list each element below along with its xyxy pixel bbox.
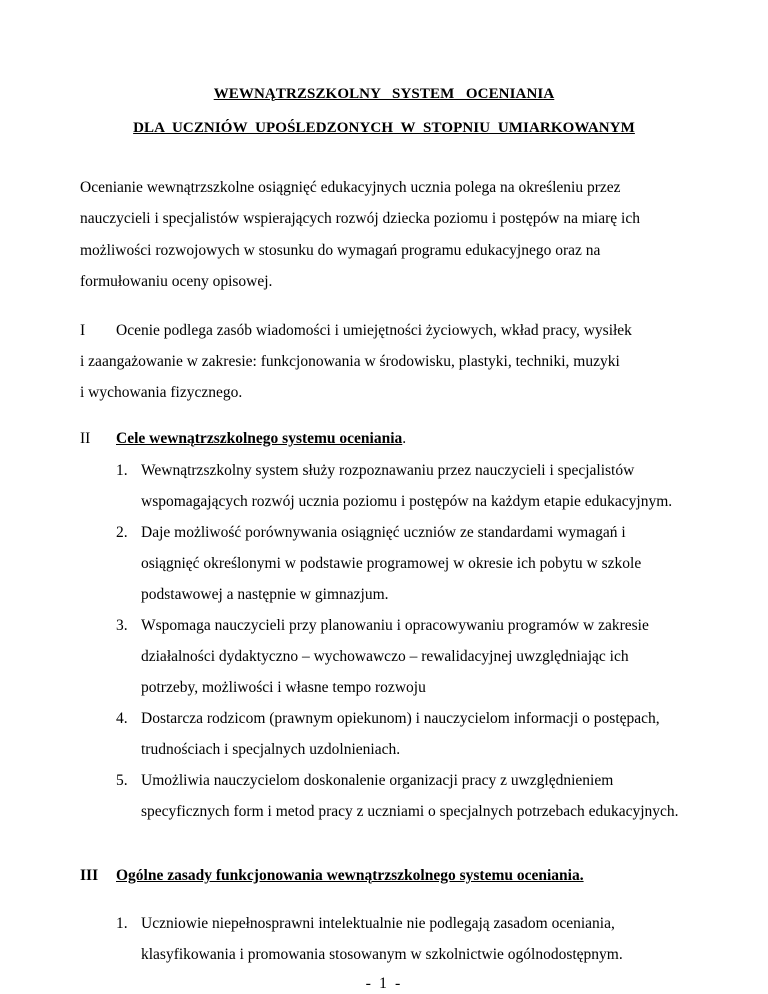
section-1-line: i wychowania fizycznego. [80,384,243,401]
list-item-line: klasyfikowania i promowania stosowanym w szkolnictwie ogólnodostępnym. [141,946,623,963]
list-item-line: specyficznych form i metod pracy z uczniami o specjalnych potrzebach edukacyjnych. [141,803,679,820]
list-item-line: podstawowej a następnie w gimnazjum. [141,586,389,603]
list-item-number: 5. [116,772,128,789]
title-line-2: DLA UCZNIÓW UPOŚLEDZONYCH W STOPNIU UMIARKOWANYM [133,120,635,136]
list-item-line: osiągnięć określonymi w podstawie programowej w okresie ich pobytu w szkole [141,555,642,572]
section-3-numeral: III [80,867,99,884]
list-item-line: Umożliwia nauczycielom doskonalenie organizacji pracy z uwzględnieniem [141,772,614,789]
intro-line: możliwości rozwojowych w stosunku do wymagań programu edukacyjnego oraz na [80,242,601,259]
list-item-line: Dostarcza rodzicom (prawnym opiekunom) i nauczycielom informacji o postępach, [141,710,660,727]
list-item-line: działalności dydaktyczno – wychowawczo – rewalidacyjnej uwzględniając ich [141,648,629,665]
section-2-heading-suffix: . [402,430,407,447]
list-item-line: Uczniowie niepełnosprawni intelektualnie nie podlegają zasadom oceniania, [141,915,615,932]
section-3-heading: Ogólne zasady funkcjonowania wewnątrzszkolnego systemu oceniania. [116,867,584,884]
list-item-number: 1. [116,915,128,932]
intro-line: formułowaniu oceny opisowej. [80,273,273,290]
list-item-line: potrzeby, możliwości i własne tempo rozwoju [141,679,426,696]
list-item-line: trudnościach i specjalnych uzdolnieniach. [141,741,401,758]
list-item-line: Wewnątrzszkolny system służy rozpoznawaniu przez nauczycieli i specjalistów [141,462,635,479]
section-2-heading [116,430,406,448]
list-item-line: Wspomaga nauczycieli przy planowaniu i opracowywaniu programów w zakresie [141,617,649,634]
section-2-heading-text: Cele wewnątrzszkolnego systemu oceniania [116,430,403,447]
list-item-number: 1. [116,462,128,479]
list-item-line: wspomagających rozwój ucznia poziomu i postępów na każdym etapie edukacyjnym. [141,493,673,510]
list-item-number: 4. [116,710,128,727]
section-1-numeral: I [80,322,86,339]
list-item-number: 2. [116,524,128,541]
section-1-line: i zaangażowanie w zakresie: funkcjonowania w środowisku, plastyki, techniki, muzyki [80,353,620,370]
page-number: - 1 - [365,975,403,992]
section-2-numeral: II [80,430,91,447]
intro-line: Ocenianie wewnątrzszkolne osiągnięć edukacyjnych ucznia polega na określeniu przez [80,179,621,196]
list-item-number: 3. [116,617,128,634]
list-item-line: Daje możliwość porównywania osiągnięć uczniów ze standardami wymagań i [141,524,626,541]
title-line-1: WEWNĄTRZSZKOLNY SYSTEM OCENIANIA [213,86,555,102]
section-1-line: Ocenie podlega zasób wiadomości i umiejętności życiowych, wkład pracy, wysiłek [116,322,632,339]
intro-line: nauczycieli i specjalistów wspierających rozwój dziecka poziomu i postępów na miarę ich [80,210,640,227]
